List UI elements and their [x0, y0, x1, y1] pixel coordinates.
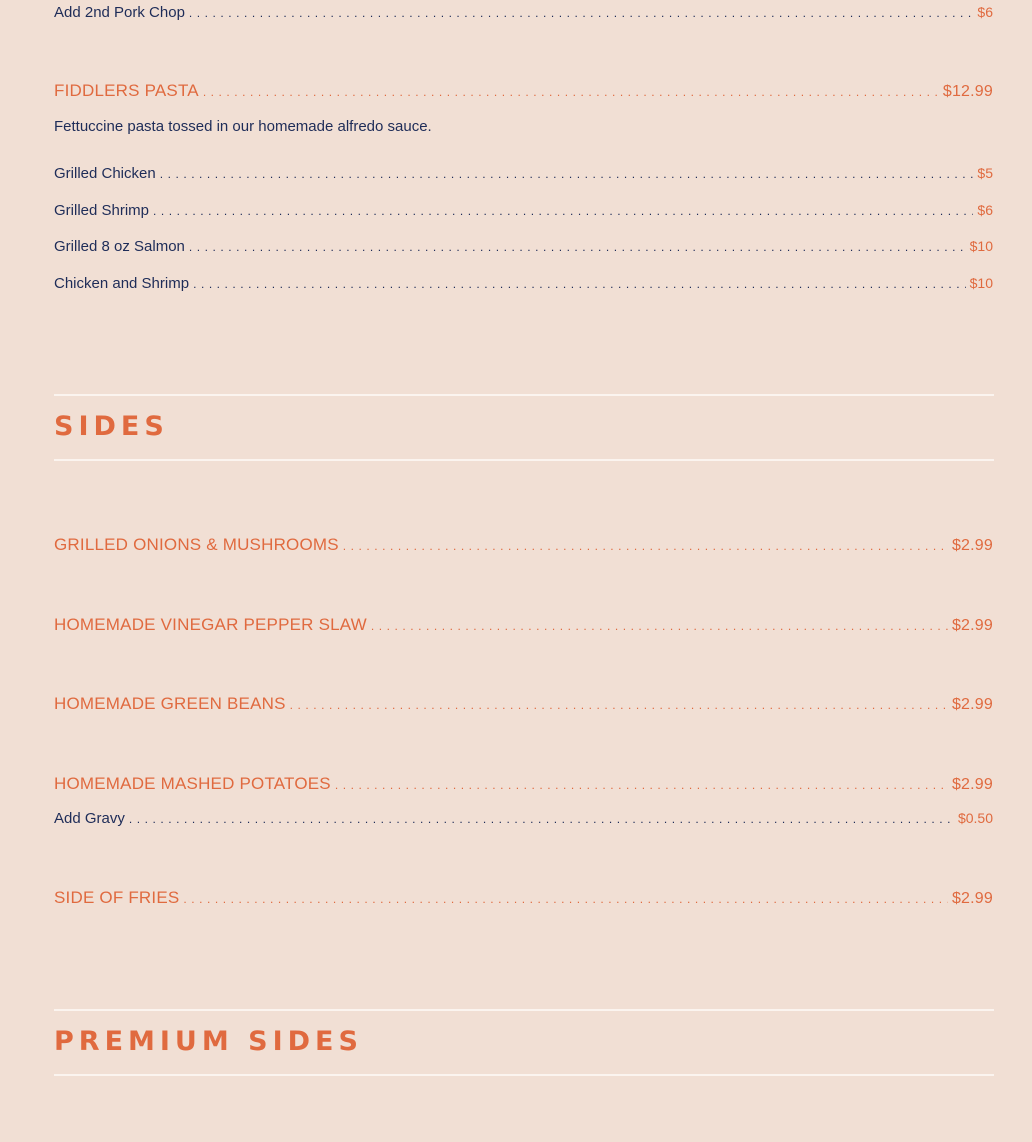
- menu-item-price: $2.99: [951, 696, 993, 713]
- menu-item-row: [54, 888, 993, 908]
- menu-addon-row: [54, 202, 993, 219]
- menu-item-price: $2.99: [951, 890, 993, 907]
- menu-addon-row: [54, 275, 993, 292]
- section-divider-top: [54, 1009, 994, 1011]
- addon-price: $10: [969, 275, 993, 291]
- addon-label: Grilled Chicken: [54, 165, 156, 182]
- section-divider-top: [54, 394, 994, 396]
- menu-item-row: [54, 694, 993, 714]
- addon-label: Grilled Shrimp: [54, 202, 150, 219]
- menu-item-price: $2.99: [951, 776, 993, 793]
- menu-item-name: HOMEMADE MASHED POTATOES: [54, 774, 331, 793]
- menu-item-name: HOMEMADE VINEGAR PEPPER SLAW: [54, 615, 367, 634]
- menu-item-price: $2.99: [951, 537, 993, 554]
- menu-addon-row: [54, 4, 993, 21]
- addon-price: $10: [969, 238, 993, 254]
- menu-item-name: HOMEMADE GREEN BEANS: [54, 694, 286, 713]
- dot-leader: [371, 619, 948, 633]
- dot-leader: [193, 277, 966, 291]
- dot-leader: [183, 892, 948, 906]
- menu-item-name: SIDE OF FRIES: [54, 888, 180, 907]
- addon-price: $6: [977, 202, 993, 218]
- menu-item-price: $12.99: [942, 83, 993, 100]
- addon-label: Chicken and Shrimp: [54, 275, 190, 292]
- menu-item-price: $2.99: [951, 617, 993, 634]
- menu-item-row: [54, 774, 993, 794]
- dot-leader: [189, 240, 966, 254]
- menu-item-name: GRILLED ONIONS & MUSHROOMS: [54, 535, 339, 554]
- menu-addon-row: [54, 165, 993, 182]
- addon-label: Grilled 8 oz Salmon: [54, 238, 185, 255]
- dot-leader: [343, 539, 948, 553]
- section-divider-bottom: [54, 1074, 994, 1076]
- menu-item-description: Fettuccine pasta tossed in our homemade alfredo sauce.: [54, 118, 432, 135]
- section-title-premium-sides: PREMIUM SIDES: [54, 1026, 363, 1057]
- addon-label: Add 2nd Pork Chop: [54, 4, 185, 21]
- dot-leader: [189, 6, 974, 20]
- addon-price: $6: [977, 4, 993, 20]
- menu-item-row: [54, 535, 993, 555]
- dot-leader: [335, 778, 948, 792]
- dot-leader: [129, 812, 954, 826]
- section-title-sides: SIDES: [54, 411, 169, 442]
- menu-addon-row: [54, 238, 993, 255]
- addon-price: $5: [977, 165, 993, 181]
- menu-addon-row: [54, 810, 993, 827]
- dot-leader: [290, 698, 948, 712]
- menu-item-row: [54, 81, 993, 101]
- menu-item-row: [54, 615, 993, 635]
- section-divider-bottom: [54, 459, 994, 461]
- dot-leader: [153, 204, 973, 218]
- dot-leader: [160, 167, 974, 181]
- addon-label: Add Gravy: [54, 810, 125, 827]
- addon-price: $0.50: [957, 810, 993, 826]
- menu-item-name: FIDDLERS PASTA: [54, 81, 199, 100]
- dot-leader: [203, 85, 939, 99]
